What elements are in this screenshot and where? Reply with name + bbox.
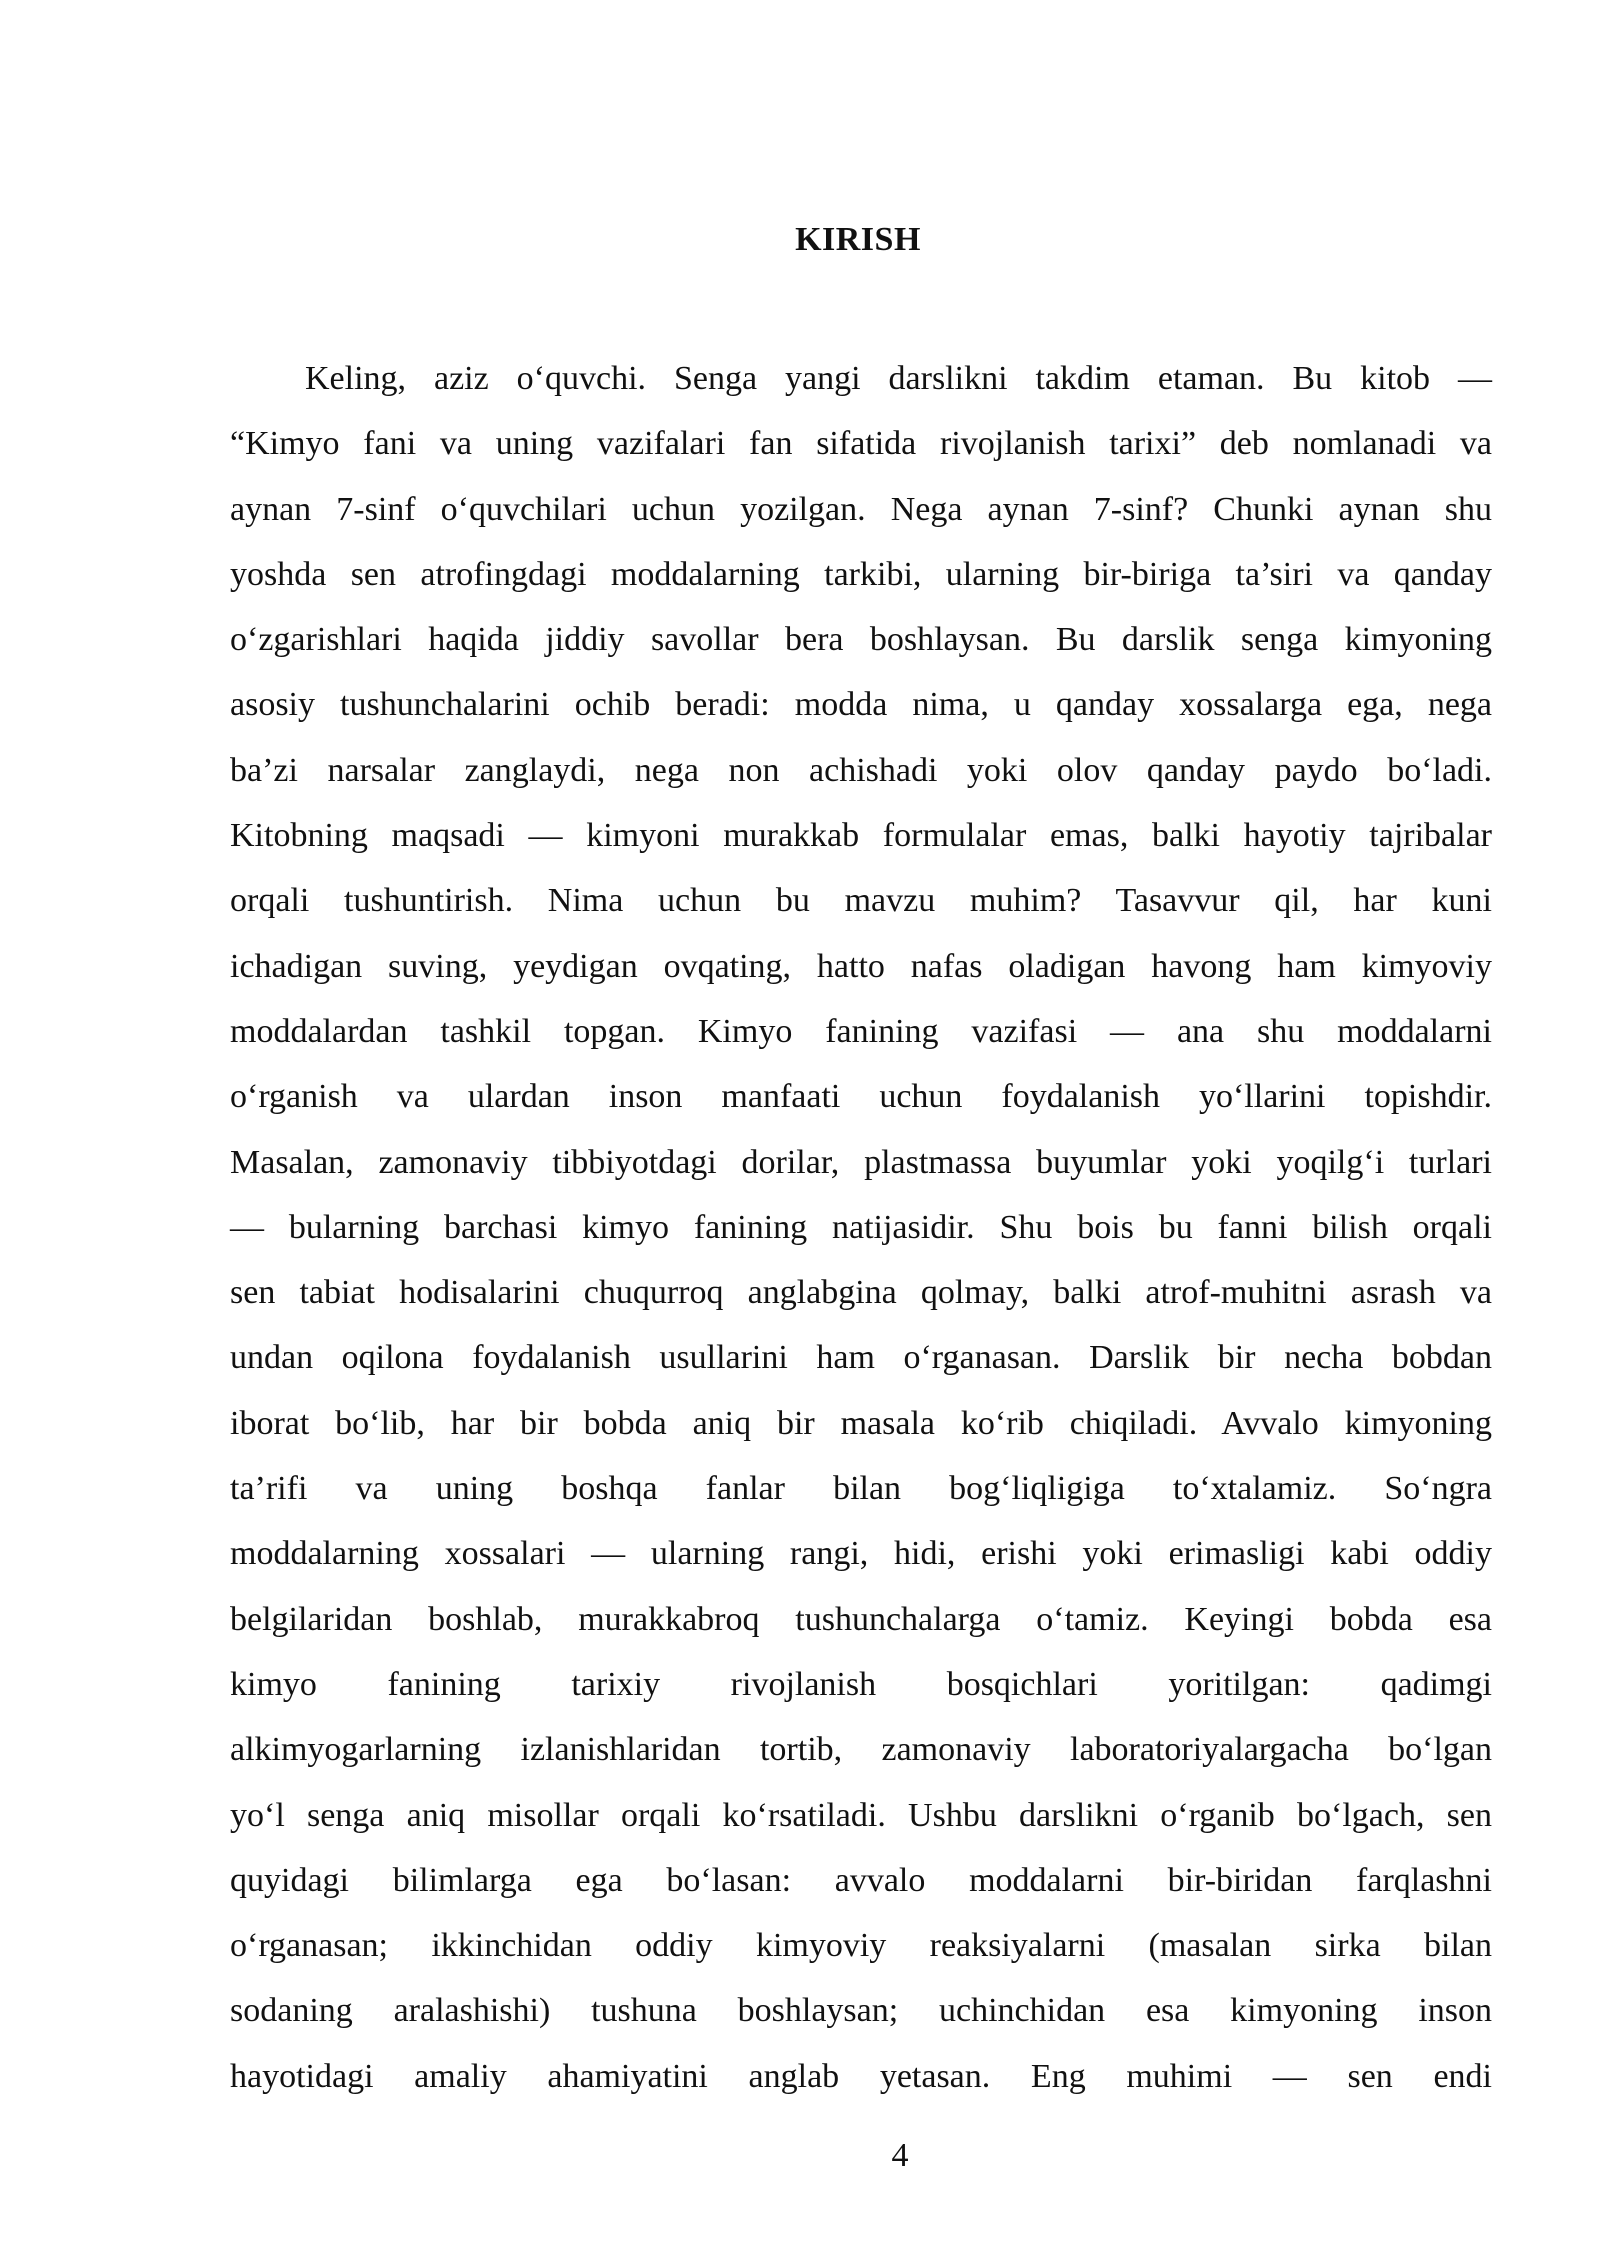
text-line: alkimyogarlarning izlanishlaridan tortib, zamonaviy laboratoriyalargacha boʻlgan <box>230 1731 1492 1769</box>
body-paragraph <box>230 346 1492 2109</box>
text-line: quyidagi bilimlarga ega boʻlasan: avvalo moddalarni bir-biridan farqlashni <box>230 1861 1492 1899</box>
page-title: KIRISH <box>795 221 921 258</box>
text-line: undan oqilona foydalanish usullarini ham oʻrganasan. Darslik bir necha bobdan <box>230 1339 1492 1377</box>
text-line: oʻzgarishlari haqida jiddiy savollar bera boshlaysan. Bu darslik senga kimyoning <box>230 621 1492 659</box>
text-line: sodaning aralashishi) tushuna boshlaysan; uchinchidan esa kimyoning inson <box>230 1992 1492 2030</box>
text-line: asosiy tushunchalarini ochib beradi: modda nima, u qanday xossalarga ega, nega <box>230 686 1492 724</box>
text-line: belgilaridan boshlab, murakkabroq tushunchalarga oʻtamiz. Keyingi bobda esa <box>230 1600 1492 1638</box>
text-line: ba’zi narsalar zanglaydi, nega non achishadi yoki olov qanday paydo boʻladi. <box>230 751 1492 789</box>
text-line: ichadigan suving, yeydigan ovqating, hatto nafas oladigan havong ham kimyoviy <box>230 947 1492 985</box>
text-line: oʻrganish va ulardan inson manfaati uchun foydalanish yoʻllarini topishdir. <box>230 1078 1492 1116</box>
text-line: ta’rifi va uning boshqa fanlar bilan bogʻliqligiga toʻxtalamiz. Soʻngra <box>230 1470 1492 1508</box>
text-line: iborat boʻlib, har bir bobda aniq bir masala koʻrib chiqiladi. Avvalo kimyoning <box>230 1404 1492 1442</box>
text-line: orqali tushuntirish. Nima uchun bu mavzu muhim? Tasavvur qil, har kuni <box>230 882 1492 920</box>
text-line: moddalardan tashkil topgan. Kimyo fanining vazifasi — ana shu moddalarni <box>230 1012 1492 1050</box>
text-line: kimyo fanining tarixiy rivojlanish bosqichlari yoritilgan: qadimgi <box>230 1665 1492 1703</box>
text-line: oʻrganasan; ikkinchidan oddiy kimyoviy reaksiyalarni (masalan sirka bilan <box>230 1927 1492 1965</box>
page-number: 4 <box>891 2137 909 2174</box>
text-line: yoʻl senga aniq misollar orqali koʻrsatiladi. Ushbu darslikni oʻrganib boʻlgach, sen <box>230 1796 1492 1834</box>
text-line: hayotidagi amaliy ahamiyatini anglab yetasan. Eng muhimi — sen endi <box>230 2057 1492 2095</box>
text-line: — bularning barchasi kimyo fanining natijasidir. Shu bois bu fanni bilish orqali <box>230 1208 1492 1246</box>
text-line: Masalan, zamonaviy tibbiyotdagi dorilar, plastmassa buyumlar yoki yoqilgʻi turlari <box>230 1143 1492 1181</box>
text-line: Kitobning maqsadi — kimyoni murakkab formulalar emas, balki hayotiy tajribalar <box>230 817 1492 855</box>
text-line: Keling, aziz oʻquvchi. Senga yangi darslikni takdim etaman. Bu kitob — <box>305 360 1492 397</box>
text-line: sen tabiat hodisalarini chuqurroq anglabgina qolmay, balki atrof-muhitni asrash va <box>230 1274 1492 1312</box>
text-line: “Kimyo fani va uning vazifalari fan sifatida rivojlanish tarixi” deb nomlanadi va <box>230 425 1492 463</box>
text-line: yoshda sen atrofingdagi moddalarning tarkibi, ularning bir-biriga ta’siri va qanday <box>230 555 1492 593</box>
text-line: aynan 7-sinf oʻquvchilari uchun yozilgan. Nega aynan 7-sinf? Chunki aynan shu <box>230 490 1492 528</box>
text-line: moddalarning xossalari — ularning rangi, hidi, erishi yoki erimasligi kabi oddiy <box>230 1535 1492 1573</box>
